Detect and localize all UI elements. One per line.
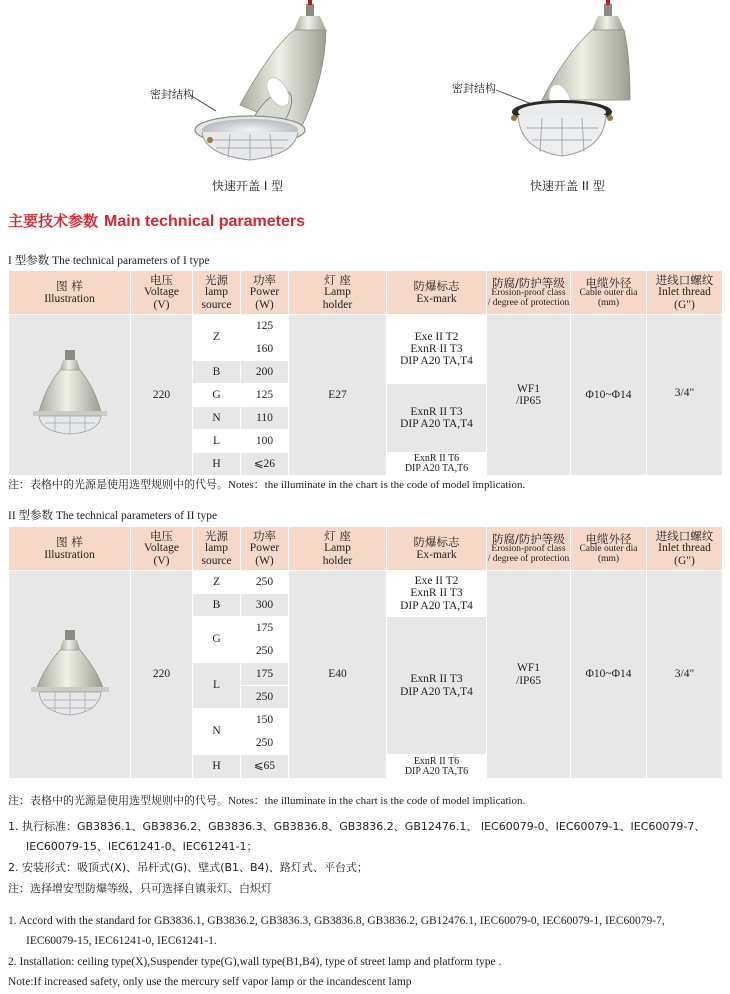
type2-protection: WF1 /IP65	[487, 571, 571, 779]
type2-power-2: 175	[241, 617, 289, 640]
type1-source-z: Z	[193, 315, 241, 361]
header2-source: 光源 lamp source	[193, 527, 241, 571]
type1-illustration-cell	[9, 315, 131, 476]
header-exmark: 防爆标志 Ex-mark	[387, 271, 487, 315]
type2-spec-table	[8, 526, 723, 779]
type2-note: 注：表格中的光源是使用选型规则中的代号。Notes：the illuminate in the chart is the code of model implication.	[8, 795, 526, 807]
type1-exmark-3: ExnR II T6 DIP A20 TA,T6	[387, 453, 487, 476]
type2-title: II 型参数 The technical parameters of II type	[8, 510, 218, 522]
type1-holder: E27	[289, 315, 387, 476]
type1-exmark-1: Exe II T2 ExnR II T3 DIP A20 TA,T4	[387, 315, 487, 384]
type1-source-n: N	[193, 407, 241, 430]
type1-power-4: 110	[241, 407, 289, 430]
type2-power-5: 250	[241, 686, 289, 709]
type2-source-n: N	[193, 709, 241, 755]
caption-type1: 快速开盖 I 型	[212, 179, 284, 193]
section-title	[8, 210, 305, 231]
type2-source-h: H	[193, 755, 241, 779]
type2-power-0: 250	[241, 571, 289, 594]
type1-exmark-2: ExnR II T3 DIP A20 TA,T4	[387, 384, 487, 453]
type1-source-g: G	[193, 384, 241, 407]
type1-source-l: L	[193, 430, 241, 453]
type1-inlet: 3/4"	[647, 315, 723, 476]
type2-cable: Φ10~Φ14	[571, 571, 647, 779]
type1-title: I 型参数 The technical parameters of I type	[8, 255, 210, 267]
type2-holder: E40	[289, 571, 387, 779]
header-holder: 灯 座 Lamp holder	[289, 271, 387, 315]
callout-line-type1	[190, 93, 220, 113]
header-cable: 电缆外径 Cable outer dia (mm)	[571, 271, 647, 315]
type1-voltage: 220	[131, 315, 193, 476]
type1-source-b: B	[193, 361, 241, 384]
type2-exmark-1: Exe II T2 ExnR II T3 DIP A20 TA,T4	[387, 571, 487, 617]
standards-en-2: IEC60079-15, IEC61241-0, IEC61241-1.	[26, 935, 217, 947]
lamp-type1-thumbnail	[25, 348, 115, 438]
type2-illustration-cell	[9, 571, 131, 779]
header-source: 光源 lamp source	[193, 271, 241, 315]
type2-voltage: 220	[131, 571, 193, 779]
header-power: 功率 Power (W)	[241, 271, 289, 315]
type1-power-6: ⩽26	[241, 453, 289, 476]
header2-protection: 防腐/防护等级 Erosion-proof class / degree of protection	[487, 527, 571, 571]
type2-power-6: 150	[241, 709, 289, 732]
type1-power-3: 125	[241, 384, 289, 407]
type1-power-1: 160	[241, 338, 289, 361]
header2-inlet: 进线口螺纹 Inlet thread (G")	[647, 527, 723, 571]
type2-power-7: 250	[241, 732, 289, 755]
standards-zh-4: 注：选择增安型防爆等级，只可选择自镇汞灯、白炽灯	[8, 882, 272, 895]
standards-en-1: 1. Accord with the standard for GB3836.1, GB3836.2, GB3836.3, GB3836.8, GB3836.2, GB12476.1, IEC60079-0, IEC60079-1, IEC60079-7,	[8, 915, 665, 927]
standards-en-3: 2. Installation: ceiling type(X),Suspender type(G),wall type(B1,B4), type of street lamp and platform type .	[8, 956, 502, 968]
type2-exmark-3: ExnR II T6 DIP A20 TA,T6	[387, 755, 487, 779]
caption-type2: 快速开盖 II 型	[530, 179, 605, 193]
type2-power-1: 300	[241, 594, 289, 617]
header2-voltage: 电压 Voltage (V)	[131, 527, 193, 571]
header-protection: 防腐/防护等级 Erosion-proof class / degree of protection	[487, 271, 571, 315]
header2-power: 功率 Power (W)	[241, 527, 289, 571]
type1-spec-table	[8, 270, 723, 476]
type1-power-5: 100	[241, 430, 289, 453]
type1-note: 注：表格中的光源是使用选型规则中的代号。Notes：the illuminate in the chart is the code of model implication.	[8, 479, 526, 491]
type2-source-b: B	[193, 594, 241, 617]
type2-inlet: 3/4"	[647, 571, 723, 779]
section-title-zh: 主要技术参数	[8, 212, 99, 230]
type2-power-8: ⩽65	[241, 755, 289, 779]
type1-cable: Φ10~Φ14	[571, 315, 647, 476]
type2-power-3: 250	[241, 640, 289, 663]
header-illustration: 图 样 Illustration	[9, 271, 131, 315]
header2-exmark: 防爆标志 Ex-mark	[387, 527, 487, 571]
section-title-en: Main technical parameters	[104, 213, 305, 230]
type2-source-g: G	[193, 617, 241, 663]
type2-exmark-2: ExnR II T3 DIP A20 TA,T4	[387, 617, 487, 755]
type1-power-2: 200	[241, 361, 289, 384]
type2-source-z: Z	[193, 571, 241, 594]
type2-source-l: L	[193, 663, 241, 709]
standards-zh-2: IEC60079-15、IEC61241-0、IEC61241-1；	[26, 840, 258, 853]
standards-zh-1: 1. 执行标准：GB3836.1、GB3836.2、GB3836.3、GB3836.8、GB3836.2、GB12476.1、 IEC60079-0、IEC60079-1、IEC60079-7、	[8, 820, 706, 833]
type2-power-4: 175	[241, 663, 289, 686]
header2-holder: 灯 座 Lamp holder	[289, 527, 387, 571]
standards-en-4: Note:If increased safety, only use the mercury self vapor lamp or the incandescent lamp	[8, 976, 412, 988]
standards-zh-3: 2. 安装形式：吸顶式(X)、吊杆式(G)、壁式(B1、B4)、路灯式、平台式；	[8, 861, 368, 874]
header-inlet: 进线口螺纹 Inlet thread (G")	[647, 271, 723, 315]
header2-illustration: 图 样 Illustration	[9, 527, 131, 571]
callout-line-type2	[496, 88, 536, 108]
lamp-type2-thumbnail	[25, 628, 115, 718]
callout-type2: 密封结构	[452, 82, 496, 95]
header2-cable: 电缆外径 Cable outer dia (mm)	[571, 527, 647, 571]
header-voltage: 电压 Voltage (V)	[131, 271, 193, 315]
callout-type1: 密封结构	[150, 88, 194, 101]
type1-source-h: H	[193, 453, 241, 476]
type1-power-0: 125	[241, 315, 289, 338]
type1-protection: WF1 /IP65	[487, 315, 571, 476]
